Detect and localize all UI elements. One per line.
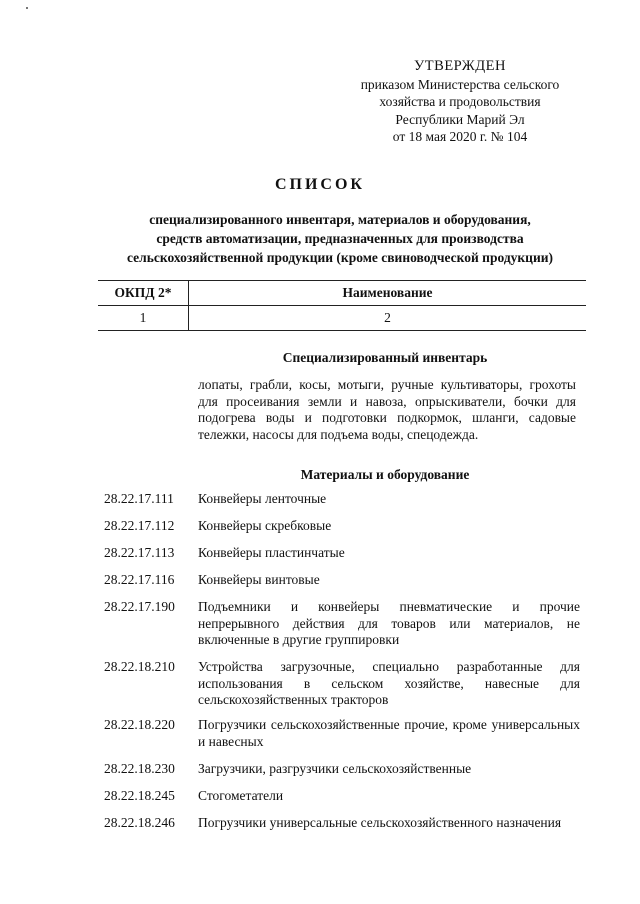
approval-head: УТВЕРЖДЕН bbox=[414, 58, 506, 74]
item-code: 28.22.17.111 bbox=[104, 491, 174, 506]
item-name: Стогометатели bbox=[198, 788, 284, 803]
item-name: Конвейеры ленточные bbox=[198, 491, 327, 506]
item-code: 28.22.18.246 bbox=[104, 815, 175, 830]
item-name: Погрузчики сельскохозяйственные прочие, кроме универсальных и навесных bbox=[198, 717, 580, 749]
list-item bbox=[104, 599, 580, 649]
document-subtitle bbox=[100, 210, 580, 267]
approval-line: Республики Марий Эл bbox=[395, 111, 525, 127]
approval-line: хозяйства и продовольствия bbox=[379, 94, 541, 109]
item-code: 28.22.17.190 bbox=[104, 599, 175, 614]
item-name: Конвейеры винтовые bbox=[198, 572, 320, 587]
subtitle-line: сельскохозяйственной продукции (кроме свиноводческой продукции) bbox=[126, 250, 554, 265]
subtitle-line: специализированного инвентаря, материалов и оборудования, bbox=[149, 212, 531, 227]
list-item bbox=[104, 815, 580, 832]
header-okpd: ОКПД 2* bbox=[98, 281, 189, 306]
document-title: СПИСОК bbox=[274, 176, 366, 193]
header-name: Наименование bbox=[189, 281, 587, 306]
approval-block bbox=[340, 58, 580, 146]
subtitle-line: средств автоматизации, предназначенных для производства bbox=[156, 231, 524, 246]
item-code: 28.22.18.245 bbox=[104, 788, 175, 803]
list-item bbox=[104, 717, 580, 750]
approval-line: приказом Министерства сельского bbox=[360, 76, 560, 92]
approval-line: от 18 мая 2020 г. № 104 bbox=[392, 129, 528, 144]
list-item bbox=[104, 545, 580, 562]
list-item bbox=[104, 788, 580, 805]
item-name: Подъемники и конвейеры пневматические и прочие непрерывного действия для товаров или материалов, не включенные в другие группировки bbox=[198, 599, 580, 647]
table-header bbox=[98, 280, 586, 331]
item-code: 28.22.17.112 bbox=[104, 518, 175, 533]
list-item bbox=[104, 659, 580, 709]
list-item bbox=[104, 572, 580, 589]
section-title-materials: Материалы и оборудование bbox=[300, 467, 470, 482]
item-name: Конвейеры скребковые bbox=[198, 518, 332, 533]
item-name: Погрузчики универсальные сельскохозяйственного назначения bbox=[198, 815, 562, 830]
section-title-inventory: Специализированный инвентарь bbox=[282, 350, 488, 365]
scan-speck bbox=[26, 7, 28, 9]
list-item bbox=[104, 761, 580, 778]
header-number-1: 1 bbox=[98, 306, 189, 331]
item-code: 28.22.18.210 bbox=[104, 659, 175, 674]
item-code: 28.22.18.230 bbox=[104, 761, 175, 776]
list-item bbox=[104, 518, 580, 535]
item-code: 28.22.17.113 bbox=[104, 545, 175, 560]
item-name: Загрузчики, разгрузчики сельскохозяйственные bbox=[198, 761, 472, 776]
header-number-2: 2 bbox=[189, 306, 587, 331]
section-text-inventory: лопаты, грабли, косы, мотыги, ручные культиваторы, грохоты для просеивания земли и навоза, опрыскиватели, бочки для подогрева воды и подготовки подкормок, шланги, садовые тележки, насосы для подъема воды, спецодежда. bbox=[198, 377, 576, 442]
item-code: 28.22.18.220 bbox=[104, 717, 175, 732]
item-name: Устройства загрузочные, специально разработанные для использования в сельском хозяйстве, навесные для сельскохозяйственных тракторов bbox=[198, 659, 580, 707]
item-name: Конвейеры пластинчатые bbox=[198, 545, 345, 560]
item-code: 28.22.17.116 bbox=[104, 572, 175, 587]
list-item bbox=[104, 491, 580, 508]
